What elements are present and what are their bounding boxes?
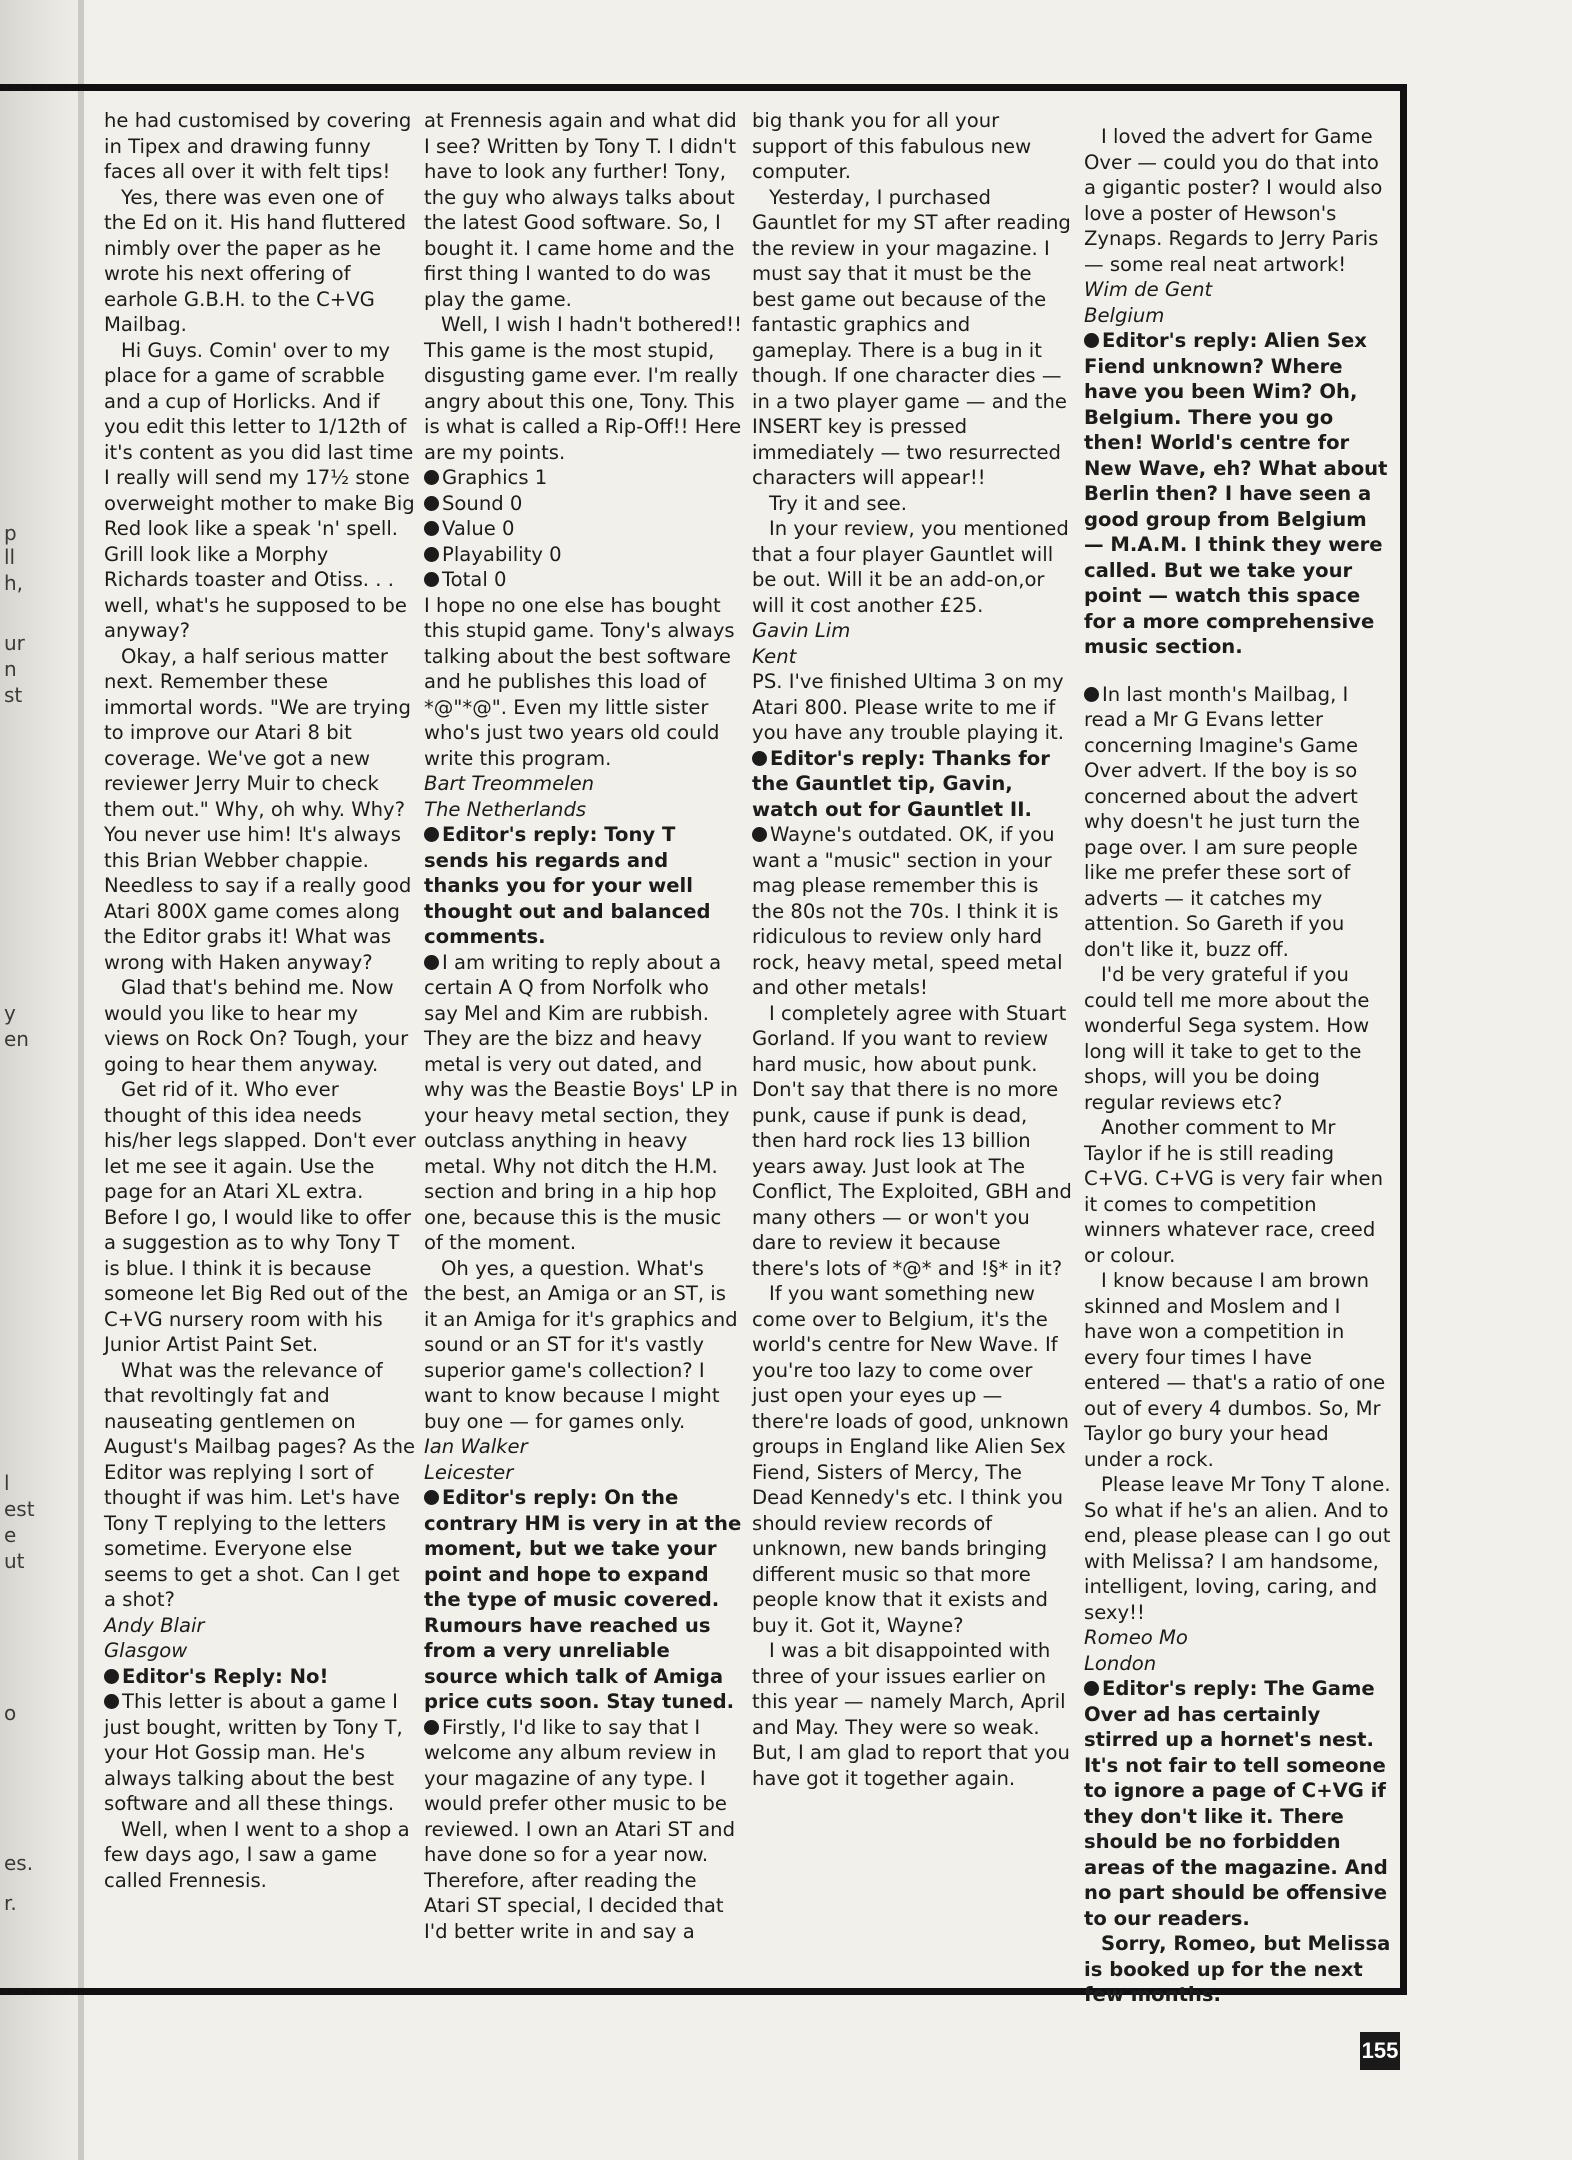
bullet-icon xyxy=(424,1490,439,1505)
margin-fragment: ll xyxy=(4,545,16,569)
paragraph-text: I was a bit disappointed with three of your issues earlier on this year — namely March, April and May. They were so weak. But, I am glad to report that you have got it together again. xyxy=(752,1639,1070,1790)
paragraph-text: Value 0 xyxy=(442,517,515,540)
letter-paragraph xyxy=(424,567,742,593)
editor-reply xyxy=(104,1664,416,1690)
paragraph-text: Leicester xyxy=(424,1460,514,1484)
paragraph-text: In your review, you mentioned that a four player Gauntlet will be out. Will it be an add-on,or will it cost another £25. xyxy=(752,517,1069,617)
top-border-rule xyxy=(0,84,1407,91)
bullet-icon xyxy=(1084,687,1099,702)
bullet-icon xyxy=(752,751,767,766)
margin-fragment: p xyxy=(4,521,17,545)
letter-paragraph xyxy=(424,542,742,568)
letter-paragraph xyxy=(104,1358,416,1613)
letter-signature xyxy=(1084,1625,1392,1651)
paragraph-text: Well, I wish I hadn't bothered!! This game is the most stupid, disgusting game ever. I'm really angry about this one, Tony. This is what is called a Rip-Off!! Here are my points. xyxy=(424,313,742,464)
editor-reply xyxy=(424,822,742,950)
letter-paragraph xyxy=(104,338,416,644)
bullet-icon xyxy=(104,1669,119,1684)
letter-paragraph xyxy=(424,312,742,465)
paragraph-text: Glad that's behind me. Now would you like to hear my views on Rock On? Tough, your going to hear them anyway. xyxy=(104,976,409,1076)
letter-paragraph xyxy=(1084,1115,1392,1268)
bullet-icon xyxy=(424,572,439,587)
editor-reply xyxy=(1084,1676,1392,1931)
margin-fragment: l xyxy=(4,1471,10,1495)
paragraph-text: Total 0 xyxy=(442,568,507,591)
paragraph-text: Well, when I went to a shop a few days ago, I saw a game called Frennesis. xyxy=(104,1817,410,1892)
letter-signature xyxy=(1084,303,1392,329)
letter-paragraph xyxy=(1084,1268,1392,1472)
letter-signature xyxy=(1084,1651,1392,1677)
paragraph-text: Editor's reply: Thanks for the Gauntlet tip, Gavin, watch out for Gauntlet II. xyxy=(752,746,1050,821)
letter-signature xyxy=(104,1613,416,1639)
paragraph-text: This letter is about a game I just bought, written by Tony T, your Hot Gossip man. He's always talking about the best software and all these things. xyxy=(104,1690,403,1815)
margin-fragment: en xyxy=(4,1027,29,1051)
paragraph-text: Wim de Gent xyxy=(1084,278,1213,301)
paragraph-text: Get rid of it. Who ever thought of this idea needs his/her legs slapped. Don't ever let me see it again. Use the page for an Atari XL extra. Before I go, I would like to offer a suggestion as to why Tony T is blue. I think it is because someone let Big Red out of the C+VG nursery room with his Junior Artist Paint Set. xyxy=(104,1078,416,1356)
letter-paragraph xyxy=(1084,124,1392,277)
letter-signature xyxy=(752,644,1074,670)
paragraph-text: big thank you for all your support of this fabulous new computer. xyxy=(752,109,1032,183)
letter-paragraph xyxy=(424,108,742,312)
letter-paragraph xyxy=(104,1817,416,1894)
paragraph-text: Try it and see. xyxy=(769,491,907,515)
paragraph-text: Andy Blair xyxy=(104,1613,205,1637)
bullet-icon xyxy=(424,955,439,970)
paragraph-text: Sound 0 xyxy=(442,491,523,515)
paragraph-text: Hi Guys. Comin' over to my place for a game of scrabble and a cup of Horlicks. And if you edit this letter to 1/12th of it's content as you did last time I really will send my 17½ stone overweight mother to make Big Red look like a speak 'n' spell. Grill look like a Morphy Richards toaster and Otiss. . . well, what's he supposed to be anyway? xyxy=(104,338,415,642)
bullet-icon xyxy=(424,547,439,562)
paragraph-text: Okay, a half serious matter next. Remember these immortal words. "We are trying to improve our Atari 8 bit coverage. We've got a new reviewer Jerry Muir to check them out." Why, oh why. Why? You never use him! It's always this Brian Webber chappie. Needless to say if a really good Atari 800X game comes along the Editor grabs it! What was wrong with Haken anyway? xyxy=(104,644,412,974)
paragraph-text: at Frennesis again and what did I see? Written by Tony T. I didn't have to look any further! Tony, the guy who always talks about the latest Good software. So, I bought it. I came home and the first thing I wanted to do was play the game. xyxy=(424,109,737,311)
paragraph-text: Playability 0 xyxy=(442,542,562,566)
paragraph-text: he had customised by covering in Tipex and drawing funny faces all over it with felt tips! xyxy=(104,109,412,183)
letter-paragraph xyxy=(424,1256,742,1435)
bullet-icon xyxy=(1084,1681,1099,1696)
paragraph-text: In last month's Mailbag, I read a Mr G Evans letter concerning Imagine's Game Over advert. If the boy is so concerned about the advert why doesn't he just turn the page over. I am sure people like me prefer these sort of adverts — it catches my attention. So Gareth if you don't like it, buzz off. xyxy=(1084,682,1360,961)
bullet-icon xyxy=(104,1694,119,1709)
letter-paragraph xyxy=(424,593,742,772)
paragraph-text: Editor's reply: Tony T sends his regards and thanks you for your well thought out and balanced comments. xyxy=(424,823,711,948)
letter-paragraph xyxy=(104,975,416,1077)
paragraph-text: I hope no one else has bought this stupid game. Tony's always talking about the best software and he publishes this load of *@"*@". Even my little sister who's just two years old could write this program. xyxy=(424,593,735,770)
letter-paragraph xyxy=(424,950,742,1256)
bullet-icon xyxy=(424,827,439,842)
margin-fragment: n xyxy=(4,657,17,681)
paragraph-text: Wayne's outdated. OK, if you want a "music" section in your mag please remember this is the 80s not the 70s. I think it is ridiculous to review only hard rock, heavy metal, speed metal and other metals! xyxy=(752,823,1063,999)
margin-fragment: ut xyxy=(4,1549,25,1573)
paragraph-text: If you want something new come over to Belgium, it's the world's centre for New Wave. If you're too lazy to come over just open your eyes up — there're loads of good, unknown groups in England like Alien Sex Fiend, Sisters of Mercy, The Dead Kennedy's etc. I think you should review records of unknown, new bands bringing different music so that more people know that it exists and buy it. Got it, Wayne? xyxy=(752,1282,1069,1637)
margin-fragment: es. xyxy=(4,1851,34,1875)
letter-signature xyxy=(424,797,742,823)
letter-paragraph xyxy=(104,1077,416,1358)
margin-fragment: o xyxy=(4,1701,17,1725)
editor-reply xyxy=(1084,328,1392,660)
letter-paragraph xyxy=(104,644,416,976)
margin-fragment: r. xyxy=(4,1891,17,1915)
paragraph-text: Bart Treommelen xyxy=(424,772,595,795)
column-1 xyxy=(104,108,416,1978)
letter-paragraph xyxy=(752,1638,1074,1791)
letter-signature xyxy=(424,1434,742,1460)
paragraph-text: Firstly, I'd like to say that I welcome any album review in your magazine of any type. I would prefer other music to be reviewed. I own an Atari ST and have done so for a year now. Therefore, after reading the Atari ST special, I decided that I'd better write in and say a xyxy=(424,1715,736,1943)
paragraph-text: Yes, there was even one of the Ed on it. His hand fluttered nimbly over the paper as he wrote his next offering of earhole G.B.H. to the C+VG Mailbag. xyxy=(104,185,407,336)
bullet-icon xyxy=(424,521,439,536)
letter-paragraph xyxy=(1084,682,1392,963)
paragraph-text: The Netherlands xyxy=(424,797,587,821)
paragraph-text: Ian Walker xyxy=(424,1435,528,1458)
paragraph-text: Editor's reply: The Game Over ad has certainly stirred up a hornet's nest. It's not fair to tell someone to ignore a page of C+VG if they don't like it. There should be no forbidden areas of the magazine. And no part should be offensive to our readers. xyxy=(1084,1677,1388,1930)
paragraph-text: Glasgow xyxy=(104,1639,188,1662)
letter-signature xyxy=(424,771,742,797)
paragraph-text: Kent xyxy=(752,644,797,668)
letter-paragraph xyxy=(424,1715,742,1945)
paragraph-text: I'd be very grateful if you could tell me more about the wonderful Sega system. How long will it take to get to the shops, will you be doing regular reviews etc? xyxy=(1084,963,1370,1114)
paragraph-text: Romeo Mo xyxy=(1084,1626,1188,1649)
letter-paragraph xyxy=(752,516,1074,618)
paragraph-text: Another comment to Mr Taylor if he is still reading C+VG. C+VG is very fair when it comes to competition winners whatever race, creed or colour. xyxy=(1084,1116,1384,1267)
editor-reply xyxy=(752,746,1074,823)
margin-fragment: st xyxy=(4,683,23,707)
letter-paragraph xyxy=(104,108,416,185)
binding-fold xyxy=(78,0,84,2160)
bullet-icon xyxy=(424,1720,439,1735)
margin-fragment: est xyxy=(4,1497,35,1521)
paragraph-text: Editor's Reply: No! xyxy=(122,1664,329,1688)
letter-paragraph xyxy=(424,465,742,491)
paragraph-text: Editor's reply: On the contrary HM is very in at the moment, but we take your point and hope to expand the type of music covered. Rumours have reached us from a very unreliable source which talk of Amiga price cuts soon. Stay tuned. xyxy=(424,1486,742,1713)
letter-paragraph xyxy=(424,491,742,517)
paragraph-text: Editor's reply: Alien Sex Fiend unknown? Where have you been Wim? Oh, Belgium. There you go then! World's centre for New Wave, eh? What about Berlin then? I have seen a good group from Belgium — M.A.M. I think they were called. But we take your point — watch this space for a more comprehensive music section. xyxy=(1084,329,1388,658)
paragraph-text: I loved the advert for Game Over — could you do that into a gigantic poster? I would also love a poster of Hewson's Zynaps. Regards to Jerry Paris — some real neat artwork! xyxy=(1084,125,1383,276)
bullet-icon xyxy=(424,470,439,485)
right-border-rule xyxy=(1400,84,1407,1995)
page-gutter-shadow xyxy=(0,0,90,2160)
paragraph-text: Sorry, Romeo, but Melissa is booked up for the next few months. xyxy=(1084,1932,1391,2006)
paragraph-text: Graphics 1 xyxy=(442,466,548,489)
letter-paragraph xyxy=(424,516,742,542)
bullet-icon xyxy=(424,496,439,511)
letter-paragraph xyxy=(752,1001,1074,1282)
paragraph-text: Please leave Mr Tony T alone. So what if he's an alien. And to end, please please can I go out with Melissa? I am handsome, intelligent, loving, caring, and sexy!! xyxy=(1084,1473,1391,1624)
letter-paragraph xyxy=(752,669,1074,746)
column-2 xyxy=(424,108,742,1978)
margin-fragment: y xyxy=(4,1001,16,1025)
margin-fragment: ur xyxy=(4,631,25,655)
paragraph-text: Yesterday, I purchased Gauntlet for my ST after reading the review in your magazine. I must say that it must be the best game out because of the fantastic graphics and gameplay. There is a bug in it though. If one character dies — in a two player game — and the INSERT key is pressed immediately — two resurrected characters will appear!! xyxy=(752,185,1071,489)
editor-reply xyxy=(1084,1931,1392,2008)
letter-paragraph xyxy=(752,822,1074,1001)
bullet-icon xyxy=(752,827,767,842)
letter-paragraph xyxy=(1084,1472,1392,1625)
letter-paragraph xyxy=(104,185,416,338)
letter-paragraph xyxy=(752,108,1074,185)
letter-signature xyxy=(752,618,1074,644)
paragraph-text: PS. I've finished Ultima 3 on my Atari 800. Please write to me if you have any trouble playing it. xyxy=(752,670,1065,744)
page-number: 155 xyxy=(1360,2032,1400,2070)
paragraph-text: Gavin Lim xyxy=(752,619,851,642)
margin-fragment: e xyxy=(4,1523,17,1547)
letter-paragraph xyxy=(752,185,1074,491)
letter-paragraph xyxy=(104,1689,416,1817)
letter-paragraph xyxy=(1084,962,1392,1115)
paragraph-text: Belgium xyxy=(1084,303,1165,327)
letter-paragraph xyxy=(752,1281,1074,1638)
paragraph-text: I am writing to reply about a certain A Q from Norfolk who say Mel and Kim are rubbish. They are the bizz and heavy metal is very out dated, and why was the Beastie Boys' LP in your heavy metal section, they outclass anything in heavy metal. Why not ditch the H.M. section and bring in a hip hop one, because this is the music of the moment. xyxy=(424,950,738,1254)
margin-fragment: h, xyxy=(4,571,24,595)
letter-signature xyxy=(1084,277,1392,303)
column-4 xyxy=(1084,124,1392,2006)
paragraph-text: London xyxy=(1084,1651,1157,1675)
paragraph-text: I know because I am brown skinned and Moslem and I have won a competition in every four times I have entered — that's a ratio of one out of every 4 dumbos. So, Mr Taylor go bury your head under a rock. xyxy=(1084,1269,1386,1471)
bullet-icon xyxy=(1084,333,1099,348)
paragraph-text: I completely agree with Stuart Gorland. If you want to review hard music, how about punk. Don't say that there is no more punk, cause if punk is dead, then hard rock lies 13 billion years away. Just look at The Conflict, The Exploited, GBH and many others — or won't you dare to review it because there's lots of *@* and !§* in it? xyxy=(752,1001,1072,1280)
editor-reply xyxy=(424,1485,742,1715)
paragraph-text: What was the relevance of that revoltingly fat and nauseating gentlemen on August's Mailbag pages? As the Editor was replying I sort of thought if was him. Let's have Tony T replying to the letters sometime. Everyone else seems to get a shot. Can I get a shot? xyxy=(104,1358,416,1611)
letter-signature xyxy=(424,1460,742,1486)
letter-paragraph xyxy=(752,491,1074,517)
paragraph-text: Oh yes, a question. What's the best, an Amiga or an ST, is it an Amiga for it's graphics and sound or an ST for it's vastly superior game's collection? I want to know because I might buy one — for games only. xyxy=(424,1256,738,1433)
column-3 xyxy=(752,108,1074,1978)
letter-signature xyxy=(104,1638,416,1664)
